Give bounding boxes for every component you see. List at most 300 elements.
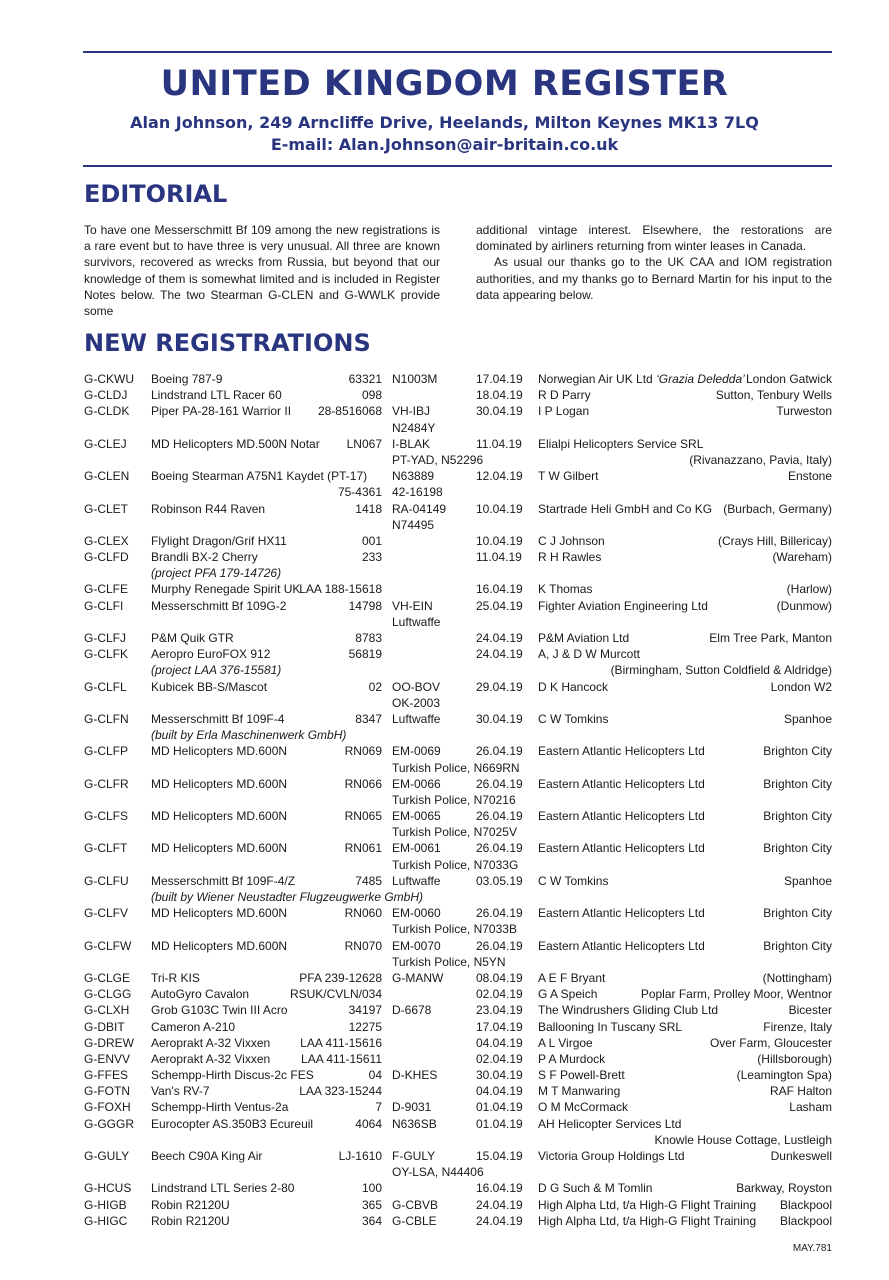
previous-identity: N1003M (392, 372, 438, 386)
aircraft-type: Eurocopter AS.350B3 Ecureuil (151, 1116, 314, 1131)
aircraft-type: Piper PA-28-161 Warrior II (151, 404, 292, 419)
previous-identity: RA-04149 (392, 501, 447, 516)
registration-mark: G-FOTN (84, 1084, 130, 1099)
registration-line (84, 646, 832, 662)
owner-name: Eastern Atlantic Helicopters Ltd (538, 938, 705, 953)
registration-mark: G-CLFU (84, 873, 129, 888)
construction-number: LJ-1610 (338, 1149, 382, 1163)
header-bottom-rule (83, 165, 832, 167)
aircraft-type: Aeroprakt A-32 Vixxen (151, 1051, 271, 1066)
editorial-column-2 (476, 222, 832, 303)
registration-line (84, 857, 832, 873)
registration-line (84, 1083, 832, 1099)
previous-identity: Luftwaffe (392, 614, 441, 629)
owner-location: (Nottingham) (762, 970, 832, 985)
aircraft-type: Murphy Renegade Spirit UK (151, 582, 301, 597)
construction-number: 365 (361, 1197, 382, 1212)
aircraft-type: Grob G103C Twin III Acro (151, 1003, 288, 1018)
construction-number: RN066 (344, 776, 382, 791)
registration-line (84, 889, 832, 905)
registration-mark: G-CLFL (84, 679, 127, 694)
registration-line (84, 1180, 832, 1196)
owner-location: Blackpool (779, 1213, 832, 1228)
registration-line (84, 452, 832, 468)
registration-date: 17.04.19 (476, 1019, 523, 1034)
registration-line (84, 954, 832, 970)
registration-line (84, 1002, 832, 1018)
aircraft-type: Brandli BX-2 Cherry (151, 550, 258, 565)
registration-date: 26.04.19 (476, 841, 523, 856)
registration-row (84, 743, 832, 775)
previous-identity: G-CBVB (392, 1197, 439, 1212)
registration-line (84, 565, 832, 581)
construction-number: 100 (361, 1181, 382, 1196)
registration-date: 23.04.19 (476, 1003, 523, 1018)
registration-date: 16.04.19 (476, 1181, 523, 1196)
owner-location: Brighton City (763, 841, 832, 856)
owner-name: P A Murdock (538, 1051, 606, 1066)
owner-name: Eastern Atlantic Helicopters Ltd (538, 776, 705, 791)
construction-number: 1418 (355, 501, 382, 516)
registration-row (84, 501, 832, 533)
previous-identity: N636SB (392, 1116, 437, 1131)
construction-number: 56819 (348, 647, 382, 662)
aircraft-type: MD Helicopters MD.600N (151, 906, 288, 921)
owner-location: Blackpool (779, 1197, 832, 1212)
registration-line (84, 1019, 832, 1035)
previous-identity: EM-0065 (392, 809, 441, 824)
registration-mark: G-CLFV (84, 906, 129, 921)
owner-name: M T Manwaring (538, 1084, 621, 1099)
registration-line (84, 760, 832, 776)
registration-date: 24.04.19 (476, 631, 523, 645)
registration-date: 30.04.19 (476, 711, 523, 726)
registration-mark: G-CLGG (84, 987, 132, 1002)
registration-row (84, 1019, 832, 1035)
registration-line (84, 743, 832, 759)
page-reference: MAY.781 (792, 1243, 832, 1254)
registration-line (84, 824, 832, 840)
registration-line (84, 533, 832, 549)
registration-line (84, 420, 832, 436)
registration-mark: G-CLDK (84, 404, 130, 419)
owner-name: S F Powell-Brett (538, 1068, 625, 1083)
construction-number: 34197 (348, 1003, 382, 1018)
construction-number: RN065 (344, 809, 382, 824)
registration-mark: G-CLFI (84, 598, 124, 613)
registration-line (84, 630, 832, 646)
construction-number: RN061 (344, 841, 382, 856)
owner-location: (Wareham) (772, 550, 832, 565)
owner-location: Elm Tree Park, Manton (709, 631, 832, 645)
registration-date: 17.04.19 (476, 372, 523, 386)
registration-mark: G-CLFN (84, 711, 129, 726)
registration-mark: G-FOXH (84, 1100, 131, 1115)
construction-number: 001 (361, 533, 382, 548)
aircraft-type: Tri-R KIS (151, 970, 200, 985)
aircraft-type: Lindstrand LTL Series 2-80 (151, 1181, 295, 1196)
registration-line (84, 792, 832, 808)
aircraft-type: Van's RV-7 (151, 1084, 210, 1099)
registration-row (84, 598, 832, 630)
construction-number: PFA 239-12628 (299, 970, 382, 985)
page-title: UNITED KINGDOM REGISTER (160, 64, 729, 104)
aircraft-type: MD Helicopters MD.600N (151, 776, 288, 791)
owner-name: K Thomas (538, 582, 593, 597)
registration-line (84, 1197, 832, 1213)
aircraft-type: MD Helicopters MD.500N Notar (151, 436, 320, 451)
registration-date: 04.04.19 (476, 1084, 523, 1099)
previous-identity: I-BLAK (392, 436, 431, 451)
registration-mark: G-CLFR (84, 776, 129, 791)
previous-identity: Luftwaffe (392, 711, 441, 726)
registration-line (84, 727, 832, 743)
registration-mark: G-CLEJ (84, 436, 127, 451)
owner-name: C J Johnson (538, 533, 605, 548)
registration-date: 16.04.19 (476, 582, 523, 597)
previous-identity: 42-16198 (392, 485, 443, 500)
editorial-heading: EDITORIAL (84, 180, 228, 208)
registration-line (84, 484, 832, 500)
owner-location: (Crays Hill, Billericay) (717, 533, 832, 548)
registration-mark: G-GULY (84, 1149, 130, 1163)
registration-line (84, 517, 832, 533)
aircraft-type: AutoGyro Cavalon (151, 987, 250, 1002)
registration-line (84, 387, 832, 403)
owner-name: Victoria Group Holdings Ltd (538, 1149, 685, 1163)
registration-row (84, 808, 832, 840)
registration-date: 29.04.19 (476, 679, 523, 694)
registration-row (84, 1083, 832, 1099)
registration-row (84, 533, 832, 549)
registration-row (84, 1213, 832, 1229)
registration-row (84, 1116, 832, 1148)
editorial-paragraph-1: To have one Messerschmitt Bf 109 among the new registrations is a rare event but to have three is very unusual. All three are known survivors, recovered as wrecks from Russia, but beyond that our knowledge of them is somewhat limited and is included in Register Notes below. The two Stearman G-CLEN and G-WWLK provide some (84, 223, 440, 319)
owner-name: Eastern Atlantic Helicopters Ltd (538, 809, 705, 824)
registration-line (84, 776, 832, 792)
registration-mark: G-CLEX (84, 533, 129, 548)
aircraft-type: Cameron A-210 (151, 1019, 236, 1034)
previous-identity: VH-IBJ (392, 404, 431, 419)
registration-date: 12.04.19 (476, 469, 523, 484)
previous-identity: Turkish Police, N70216 (392, 792, 516, 807)
owner-name: Elialpi Helicopters Service SRL (538, 436, 704, 451)
registrations-table (84, 371, 832, 1229)
registration-line (84, 695, 832, 711)
registration-mark: G-CLFP (84, 744, 129, 759)
registration-row (84, 1180, 832, 1196)
previous-identity: EM-0070 (392, 938, 441, 953)
construction-number: LAA 411-15616 (300, 1035, 382, 1050)
owner-location: Over Farm, Gloucester (709, 1035, 832, 1050)
registration-mark: G-CLET (84, 501, 129, 516)
owner-location: London Gatwick (745, 372, 832, 386)
registration-mark: G-CKWU (84, 372, 134, 386)
aircraft-type: Messerschmitt Bf 109F-4/Z (151, 873, 296, 888)
aircraft-note: (project PFA 179-14726) (151, 566, 282, 581)
aircraft-note: (project LAA 376-15581) (151, 663, 282, 678)
registration-line (84, 614, 832, 630)
owner-name: D G Such & M Tomlin (538, 1181, 653, 1196)
registration-row (84, 1002, 832, 1018)
registration-line (84, 986, 832, 1002)
registration-row (84, 403, 832, 435)
registration-row (84, 549, 832, 581)
registration-date: 11.04.19 (476, 436, 522, 451)
registration-date: 26.04.19 (476, 938, 523, 953)
previous-identity: Turkish Police, N7025V (392, 825, 517, 840)
author-email[interactable]: E-mail: Alan.Johnson@air-britain.co.uk (270, 135, 619, 154)
registration-row (84, 1035, 832, 1051)
owner-location: Brighton City (763, 809, 832, 824)
registration-row (84, 468, 832, 500)
registration-row (84, 711, 832, 743)
registration-row (84, 630, 832, 646)
aircraft-type: Aeropro EuroFOX 912 (151, 647, 271, 662)
construction-number: 75-4361 (337, 485, 382, 500)
owner-name: T W Gilbert (538, 469, 599, 484)
registration-line (84, 501, 832, 517)
registration-mark: G-CLFS (84, 809, 129, 824)
owner-location: (Birmingham, Sutton Coldfield & Aldridge) (610, 663, 832, 678)
aircraft-type: Lindstrand LTL Racer 60 (151, 388, 282, 403)
registration-row (84, 679, 832, 711)
previous-identity: VH-EIN (392, 598, 433, 613)
owner-name: I P Logan (538, 404, 590, 419)
owner-location: Sutton, Tenbury Wells (715, 388, 832, 403)
registration-row (84, 371, 832, 387)
registration-row (84, 1099, 832, 1115)
editorial-paragraph-2: additional vintage interest. Elsewhere, the restorations are dominated by airliners returning from winter leases in Canada. (476, 223, 832, 254)
construction-number: 28-8516068 (317, 404, 382, 419)
construction-number: LAA 188-15618 (299, 582, 382, 597)
registration-date: 24.04.19 (476, 1213, 523, 1228)
registration-line (84, 905, 832, 921)
aircraft-type: Flylight Dragon/Grif HX11 (151, 533, 287, 548)
registration-mark: G-ENVV (84, 1051, 131, 1066)
registration-line (84, 1099, 832, 1115)
registration-mark: G-HIGC (84, 1213, 128, 1228)
owner-name: G A Speich (538, 987, 598, 1002)
registration-row (84, 986, 832, 1002)
registration-date: 04.04.19 (476, 1035, 523, 1050)
registration-line (84, 1116, 832, 1132)
registration-line (84, 1213, 832, 1229)
aircraft-note: (built by Wiener Neustadter Flugzeugwerke GmbH) (151, 890, 423, 904)
owner-name: High Alpha Ltd, t/a High-G Flight Training (538, 1213, 757, 1228)
previous-identity: Turkish Police, N669RN (392, 760, 520, 775)
construction-number: LAA 323-15244 (299, 1084, 382, 1099)
registration-line (84, 1164, 832, 1180)
aircraft-type: Beech C90A King Air (151, 1149, 263, 1163)
owner-name: A, J & D W Murcott (538, 647, 641, 662)
registration-line (84, 403, 832, 419)
registration-line (84, 679, 832, 695)
registration-row (84, 776, 832, 808)
registration-line (84, 371, 832, 387)
registration-mark: G-CLFE (84, 582, 129, 597)
registration-mark: G-CLDJ (84, 388, 128, 403)
previous-identity: N63889 (392, 469, 435, 484)
owner-location: London W2 (770, 679, 832, 694)
aircraft-type: Schempp-Hirth Discus-2c FES (151, 1068, 314, 1083)
owner-name: Eastern Atlantic Helicopters Ltd (538, 906, 705, 921)
owner-location: Bicester (788, 1003, 832, 1018)
aircraft-note: (built by Erla Maschinenwerk GmbH) (151, 728, 347, 743)
registration-date: 24.04.19 (476, 647, 523, 662)
construction-number: LAA 411-15611 (301, 1051, 382, 1066)
owner-location: Firenze, Italy (763, 1019, 832, 1034)
registration-date: 26.04.19 (476, 744, 523, 759)
construction-number: 098 (361, 388, 382, 403)
registration-mark: G-GGGR (84, 1116, 134, 1131)
registration-mark: G-CLGE (84, 970, 131, 985)
registration-line (84, 873, 832, 889)
owner-name: A L Virgoe (538, 1035, 593, 1050)
owner-name: R D Parry (538, 388, 591, 403)
owner-location: Spanhoe (783, 711, 832, 726)
aircraft-type: Boeing 787-9 (151, 372, 223, 386)
previous-identity: OO-BOV (392, 679, 441, 694)
owner-location: Brighton City (763, 938, 832, 953)
owner-name: A E F Bryant (538, 970, 606, 985)
registration-mark: G-CLFD (84, 550, 129, 565)
registration-line (84, 808, 832, 824)
aircraft-type: Robin R2120U (151, 1197, 230, 1212)
construction-number: 7 (375, 1100, 382, 1115)
registration-line (84, 1132, 832, 1148)
previous-identity: D-9031 (392, 1100, 432, 1115)
registration-row (84, 873, 832, 905)
owner-name: Fighter Aviation Engineering Ltd (538, 598, 708, 613)
owner-location: Turweston (776, 404, 832, 419)
aircraft-type: Kubicek BB-S/Mascot (151, 679, 268, 694)
registration-line (84, 921, 832, 937)
registration-date: 02.04.19 (476, 1051, 523, 1066)
registration-date: 24.04.19 (476, 1197, 523, 1212)
construction-number: RN070 (344, 938, 382, 953)
owner-location: (Hillsborough) (757, 1051, 832, 1066)
aircraft-type: Schempp-Hirth Ventus-2a (151, 1100, 289, 1115)
registration-date: 02.04.19 (476, 987, 523, 1002)
registration-mark: G-DBIT (84, 1019, 125, 1034)
owner-name: The Windrushers Gliding Club Ltd (538, 1003, 719, 1018)
owner-location: Brighton City (763, 906, 832, 921)
aircraft-type: Messerschmitt Bf 109G-2 (151, 598, 287, 613)
registration-date: 26.04.19 (476, 809, 523, 824)
aircraft-type: Messerschmitt Bf 109F-4 (151, 711, 285, 726)
previous-identity: EM-0069 (392, 744, 441, 759)
owner-location: Brighton City (763, 776, 832, 791)
owner-name: C W Tomkins (538, 873, 609, 888)
owner-location: Lasham (789, 1100, 832, 1115)
owner-name: AH Helicopter Services Ltd (538, 1116, 682, 1131)
owner-name: D K Hancock (538, 679, 609, 694)
registration-date: 26.04.19 (476, 776, 523, 791)
registration-line (84, 1051, 832, 1067)
registration-row (84, 1051, 832, 1067)
construction-number: RN069 (344, 744, 382, 759)
registration-mark: G-DREW (84, 1035, 134, 1050)
previous-identity: OK-2003 (392, 695, 441, 710)
aircraft-type: MD Helicopters MD.600N (151, 938, 288, 953)
registration-date: 26.04.19 (476, 906, 523, 921)
registration-date: 30.04.19 (476, 404, 523, 419)
registration-row (84, 970, 832, 986)
registration-date: 11.04.19 (476, 550, 522, 565)
registration-row (84, 1067, 832, 1083)
registration-mark: G-CLFT (84, 841, 128, 856)
owner-location: (Rivanazzano, Pavia, Italy) (689, 452, 832, 467)
author-address: Alan Johnson, 249 Arncliffe Drive, Heelands, Milton Keynes MK13 7LQ (130, 113, 759, 132)
registration-mark: G-CLFK (84, 647, 129, 662)
registration-line (84, 598, 832, 614)
construction-number: 8347 (355, 711, 382, 726)
owner-location: Knowle House Cottage, Lustleigh (654, 1132, 832, 1147)
construction-number: 4064 (355, 1116, 382, 1131)
owner-name: C W Tomkins (538, 711, 609, 726)
owner-location: Spanhoe (783, 873, 832, 888)
owner-name: Startrade Heli GmbH and Co KG (538, 501, 713, 516)
registration-mark: G-CLFW (84, 938, 132, 953)
registration-date: 08.04.19 (476, 970, 523, 985)
previous-identity: D-KHES (392, 1068, 438, 1083)
registration-row (84, 938, 832, 970)
aircraft-type: Boeing Stearman A75N1 Kaydet (PT-17) (151, 469, 368, 484)
registration-mark: G-CLXH (84, 1003, 130, 1018)
registration-row (84, 1148, 832, 1180)
aircraft-type: Aeroprakt A-32 Vixxen (151, 1035, 271, 1050)
registration-mark: G-CLFJ (84, 631, 126, 645)
previous-identity: F-GULY (392, 1149, 436, 1163)
new-registrations-heading: NEW REGISTRATIONS (84, 329, 371, 357)
previous-identity: PT-YAD, N52296 (392, 452, 484, 467)
owner-location: RAF Halton (769, 1084, 832, 1099)
owner-name: Ballooning In Tuscany SRL (538, 1019, 683, 1034)
editorial-column-1 (84, 222, 440, 319)
registration-line (84, 711, 832, 727)
previous-identity: EM-0061 (392, 841, 441, 856)
previous-identity: EM-0066 (392, 776, 441, 791)
owner-location: Poplar Farm, Prolley Moor, Wentnor (640, 987, 832, 1002)
registration-date: 01.04.19 (476, 1100, 523, 1115)
registration-row (84, 581, 832, 597)
aircraft-type: MD Helicopters MD.600N (151, 809, 288, 824)
owner-name: Norwegian Air UK Ltd ‘Grazia Deledda’ (538, 372, 745, 386)
aircraft-type: MD Helicopters MD.600N (151, 841, 288, 856)
construction-number: 02 (368, 679, 382, 694)
construction-number: RSUK/CVLN/034 (289, 987, 382, 1002)
aircraft-type: Robin R2120U (151, 1213, 230, 1228)
construction-number: 7485 (355, 873, 382, 888)
registration-row (84, 646, 832, 678)
owner-name: P&M Aviation Ltd (538, 631, 630, 645)
registration-mark: G-CLEN (84, 469, 130, 484)
aircraft-type: MD Helicopters MD.600N (151, 744, 288, 759)
registration-mark: G-HCUS (84, 1181, 132, 1196)
registration-row (84, 387, 832, 403)
previous-identity: Turkish Police, N5YN (392, 954, 506, 969)
top-rule (83, 51, 832, 53)
registration-date: 10.04.19 (476, 501, 523, 516)
registration-row (84, 905, 832, 937)
registration-line (84, 1148, 832, 1164)
construction-number: 12275 (348, 1019, 382, 1034)
owner-location: (Dunmow) (776, 598, 832, 613)
previous-identity: Luftwaffe (392, 873, 441, 888)
registration-line (84, 468, 832, 484)
editorial-paragraph-3: As usual our thanks go to the UK CAA and IOM registration authorities, and my thanks go to Bernard Martin for his input to the data appearing below. (476, 255, 832, 302)
